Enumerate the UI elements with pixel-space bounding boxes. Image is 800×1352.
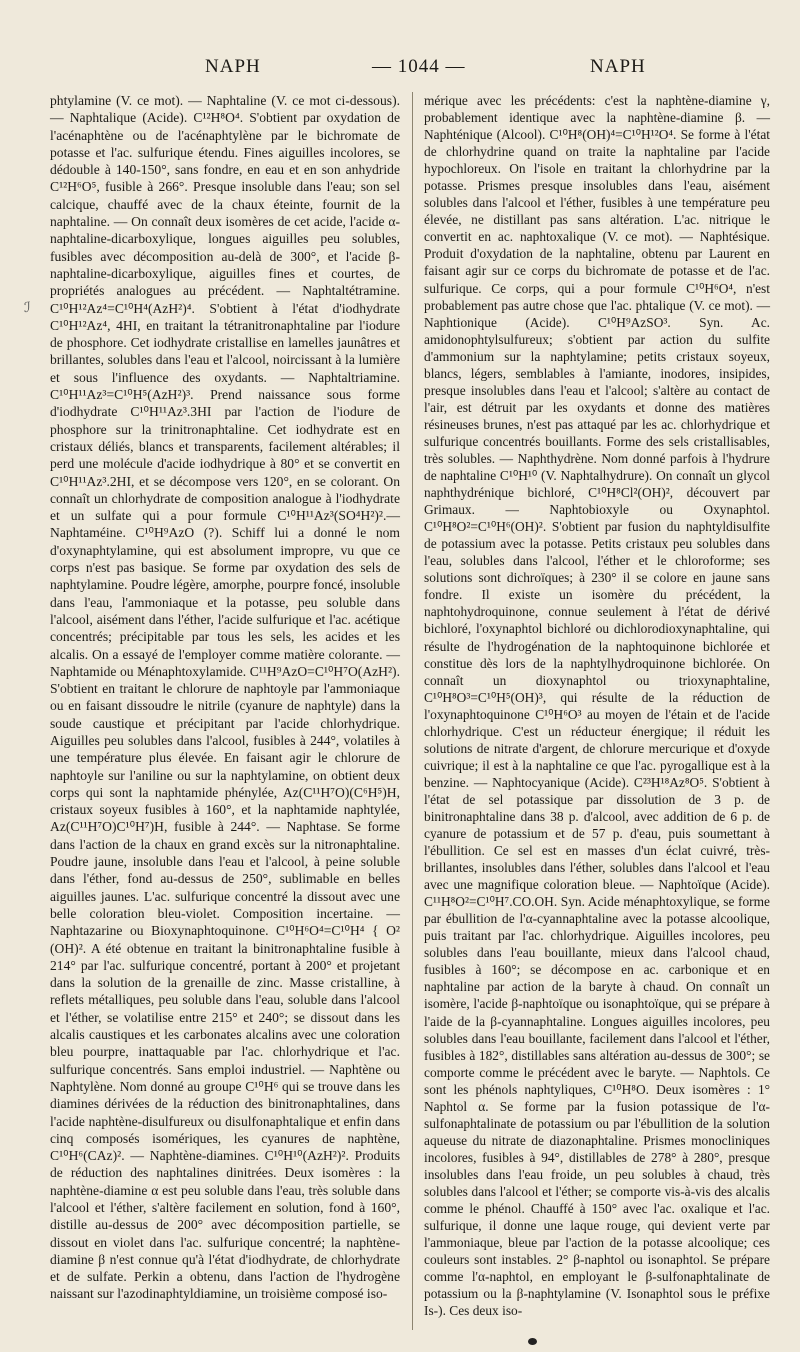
left-column-text: phtylamine (V. ce mot). — Naphtaline (V. ce mot ci-dessous). — Naphtalique (Acide). C¹²H⁸O⁴. S'obtient par oxydation de l'acénaphtène ou de l'acénaphtylène par le bichromate de potasse et l'ac. sulfurique étendu. Fines aiguilles incolores, se dédouble à 140-150°, sans fondre, en eau et en son anhydride C¹²H⁶O⁵, fusible à 266°. Presque insoluble dans l'eau; son sel calcique, chauffé avec de la chaux éteinte, fournit de la naphtaline. — On connaît deux isomères de cet acide, l'acide α-naphtaline-dicarboxylique, longues aiguilles peu solubles, fusibles avec décomposition au-delà de 300°, et l'acide β-naphtaline-dicarboxylique, aiguilles fines et courtes, de propriétés analogues au précédent. — Naphtaltétramine. C¹⁰H¹²Az⁴=C¹⁰H⁴(AzH²)⁴. S'obtient à l'état d'iodhydrate C¹⁰H¹²Az⁴, 4HI, en traitant la tétranitronaphtaline par l'iodure de phosphore. Cet iodhydrate cristallise en lamelles jaunâtres et brillantes, solubles dans l'eau et l'alcool, noircissant à la lumière et sous l'influence des oxydants. — Naphtaltriamine. C¹⁰H¹¹Az³=C¹⁰H⁵(AzH²)³. Prend naissance sous forme d'iodhydrate C¹⁰H¹¹Az³.3HI par l'action de l'iodure de phosphore sur la trinitronaphtaline. Cet iodhydrate est en cristaux déliés, blancs et transparents, facilement altérables; il perd une molécule d'acide iodhydrique à 80° et se convertit en C¹⁰H¹¹Az³.2HI, et se décompose vers 120°, en se colorant. On connaît un chlorhydrate de composition analogue à l'iodhydrate et un sulfate qui a pour formule C¹⁰H¹¹Az³(SO⁴H²)².—Naphtaméine. C¹⁰H⁹AzO (?). Schiff lui a donné le nom d'oxynaphtylamine, qui est absolument impropre, vu que ce corps n'est pas basique. Se forme par oxydation des sels de naphtylamine. Poudre légère, amorphe, pourpre foncé, insoluble dans l'eau, l'ammoniaque et la potasse, peu soluble dans l'alcool, aisément dans l'éther, l'acide sulfurique et l'ac. acétique concentrés; précipitable par tous les sels, les acides et les alcalis. On a essayé de l'employer comme matière colorante. — Naphtamide ou Ménaphtoxylamide. C¹¹H⁹AzO=C¹⁰H⁷O(AzH²). S'obtient en traitant le chlorure de naphtoyle par l'ammoniaque ou en faisant dissoudre le nitrile (cyanure de naphtyle) dans la soude caustique et précipitant par l'acide chlorhydrique. Aiguilles peu solubles dans l'alcool, fusibles à 244°, volatiles à une température plus élevée. En faisant agir le chlorure de naphtoyle sur l'aniline ou sur la naphtylamine, on obtient deux corps qui sont la naphtamide phénylée, Az(C¹¹H⁷O)(C⁶H⁵)H, cristaux soyeux fusibles à 160°, et la naphtamide naphtylée, Az(C¹¹H⁷O)C¹⁰H⁷)H, fusible à 244°. — Naphtase. Se forme dans l'action de la chaux en grand excès sur la nitronaphtaline. Poudre jaune, insoluble dans l'eau et l'alcool, à peine soluble dans l'éther, fond au-dessus de 250°, sublimable en belles aiguilles jaunes. L'ac. sulfurique concentré la dissout avec une belle coloration bleu-violet. Composition incertaine. — Naphtazarine ou Bioxynaphtoquinone. C¹⁰H⁶O⁴=C¹⁰H⁴ { O² (OH)². A été obtenue en traitant la binitronaphtaline fusible à 214° par l'ac. sulfurique concentré, portant à 200° et projetant dans la solution de la grenaille de zinc. Masse cristalline, à reflets métalliques, peu soluble dans l'eau, soluble dans l'alcool et l'éther, se volatilise entre 215° et 240°; se dissout dans les alcalis caustiques et les carbonates alcalins avec une coloration bleu pourpre, inattaquable par l'ac. chlorhydrique et l'ac. sulfurique concentrés. Sans emploi industriel. — Naphtène ou Naphtylène. Nom donné au groupe C¹⁰H⁶ qui se trouve dans les diamines dérivées de la réduction des binitronaphtalines, dans l'acide naphtène-disulfureux ou disulfonaphtalique et enfin dans cinq composés isomériques, les cyanures de naphtène, C¹⁰H⁶(CAz)². — Naphtène-diamines. C¹⁰H¹⁰(AzH²)². Produits de réduction des naphtalines dinitrées. Deux isomères : la naphtène-diamine α est peu soluble dans l'eau, très soluble dans l'alcool et l'éther, s'altère facilement en solution, fond à 160°, distille au-dessus de 200° avec décomposition partielle, se dissout en violet dans l'ac. sulfurique concentré; la naphtène-diamine β n'est connue qu'à l'état d'iodhydrate, de chlorhydrate et de sulfate. Perkin a obtenu, dans l'action de l'hydrogène naissant sur l'azodinaphtyldiamine, un troisième composé iso- <box>50 93 400 1302</box>
column-divider <box>412 92 413 1330</box>
right-column-text: mérique avec les précédents: c'est la naphtène-diamine γ, probablement identique avec la naphtène-diamine β. — Naphténique (Alcool). C¹⁰H⁸(OH)⁴=C¹⁰H¹²O⁴. Se forme à l'état de chlorhydrine quand on traite la naphtaline par l'acide hypochloreux. On l'isole en traitant la chlorhydrine par la potasse. Prismes presque insolubles dans l'eau, aisément solubles dans l'alcool et l'éther, fusibles à une température peu élevée, ne distillant pas sans altération. L'ac. nitrique le convertit en ac. naphtoxalique (V. ce mot). — Naphtésique. Produit d'oxydation de la naphtaline, obtenu par Laurent en faisant agir sur ce corps du bichromate de potasse et de l'ac. sulfurique. Ce corps, qui a pour formule C¹⁰H⁶O⁴, n'est probablement pas autre chose que l'ac. phtalique (V. ce mot). — Naphtionique (Acide). C¹⁰H⁹AzSO³. Syn. Ac. amidonophtylsulfureux; s'obtient par action du sulfite d'ammonium sur la naphtylamine; petits cristaux soyeux, blancs, légers, semblables à l'amiante, inodores, insipides, presque insolubles dans l'eau et l'alcool; s'altère au contact de l'air, est détruit par les oxydants et donne des matières résineuses brunes, n'est pas attaqué par les ac. chlorhydrique et sulfurique concentrés bouillants. Forme des sels cristallisables, très solubles. — Naphthydrène. Nom donné parfois à l'hydrure de naphtaline C¹⁰H¹⁰ (V. Naphtalhydrure). On connaît un glycol naphthydrénique bichloré, C¹⁰H⁸Cl²(OH)², découvert par Grimaux. — Naphtobioxyle ou Oxynaphtol. C¹⁰H⁸O²=C¹⁰H⁶(OH)². S'obtient par fusion du naphtyldisulfite de potassium avec la potasse. Petits cristaux peu solubles dans l'eau, solubles dans l'alcool, l'éther et le chloroforme; ses solutions sont dichroïques; à 230° il se colore en jaune sans fondre. Il existe un isomère du précédent, la naphtohydroquinone, connue seulement à l'état de dérivé bichloré, l'oxynaphtol bichloré ou dichlorodioxynaphtaline, qui résulte de l'hydrogénation de la naphtoquinone bichlorée et constitue dès lors de la naphtylhydroquinone bichlorée. On connaît un dioxynaphtol ou trioxynaphtaline, C¹⁰H⁸O³=C¹⁰H⁵(OH)³, qui résulte de la réduction de l'oxynaphtoquinone C¹⁰H⁶O³ au moyen de l'étain et de l'acide chlorhydrique. C'est un réducteur énergique; il réduit les solutions de nitrate d'argent, de chlorure mercurique et d'oxyde cuivrique; il est à la naphtaline ce que l'ac. pyrogallique est à la benzine. — Naphtocyanique (Acide). C²³H¹⁸Az⁸O⁵. S'obtient à l'état de sel potassique par dissolution de 3 p. de binitronaphtaline dans 38 p. d'alcool, avec addition de 6 p. de cyanure de potassium et de 57 p. d'eau, puis soumettant à l'ébullition. Ce sel est en masses d'un éclat cuivré, très-brillantes, insolubles dans l'éther, solubles dans l'alcool et l'eau avec une magnifique coloration bleue. — Naphtoïque (Acide). C¹¹H⁸O²=C¹⁰H⁷.CO.OH. Syn. Acide ménaphtoxylique, se forme par ébullition de l'α-cyannaphtaline avec la potasse alcoolique, puis traitant par l'ac. chlorhydrique. Aiguilles incolores, peu solubles dans l'eau bouillante, mieux dans l'alcool chaud, fusibles à 160°; se décompose en ac. carbonique et en naphtaline par action de la baryte à chaud. On connaît un isomère, l'acide β-naphtoïque ou isonaphtoïque, qui se prépare à l'aide de la β-cyannaphtaline. Longues aiguilles incolores, peu solubles dans l'eau bouillante, facilement dans l'alcool et l'éther, fusibles à 182°, distillables sans altération au-dessus de 300°; se comporte comme le précédent avec le baryte. — Naphtols. Ce sont les phénols naphtyliques, C¹⁰H⁸O. Deux isomères : 1° Naphtol α. Se forme par la fusion potassique de l'α-sulfonaphtalinate de potassium ou par l'ébullition de la solution aqueuse du nitrate de diazonaphtaline. Prismes monocliniques incolores, fusibles à 94°, distillables de 278° à 280°, presque insolubles dans l'eau froide, un peu solubles à chaud, très solubles dans l'alcool et l'éther; se comporte vis-à-vis des alcalis comme le phénol. Chauffé à 150° avec l'ac. oxalique et l'ac. sulfurique, il donne une laque rouge, qui devient verte par l'ammoniaque, bleue par l'action de la potasse alcoolique; ces couleurs sont instables. 2° β-naphtol ou isonaphtol. Se prépare comme l'α-naphtol, en employant le β-sulfonaphtalinate de potassium ou la β-naphtylamine (V. Isonaphtol sous le préfixe Is-). Ces deux iso- <box>424 93 770 1319</box>
running-header <box>0 56 800 86</box>
margin-annotation: ℐ <box>24 301 31 316</box>
ink-spot <box>528 1338 537 1345</box>
page-number: — 1044 — <box>372 56 466 77</box>
right-column <box>424 92 770 1319</box>
header-right-term: NAPH <box>590 56 646 77</box>
left-column <box>50 92 400 1303</box>
header-left-term: NAPH <box>205 56 261 77</box>
